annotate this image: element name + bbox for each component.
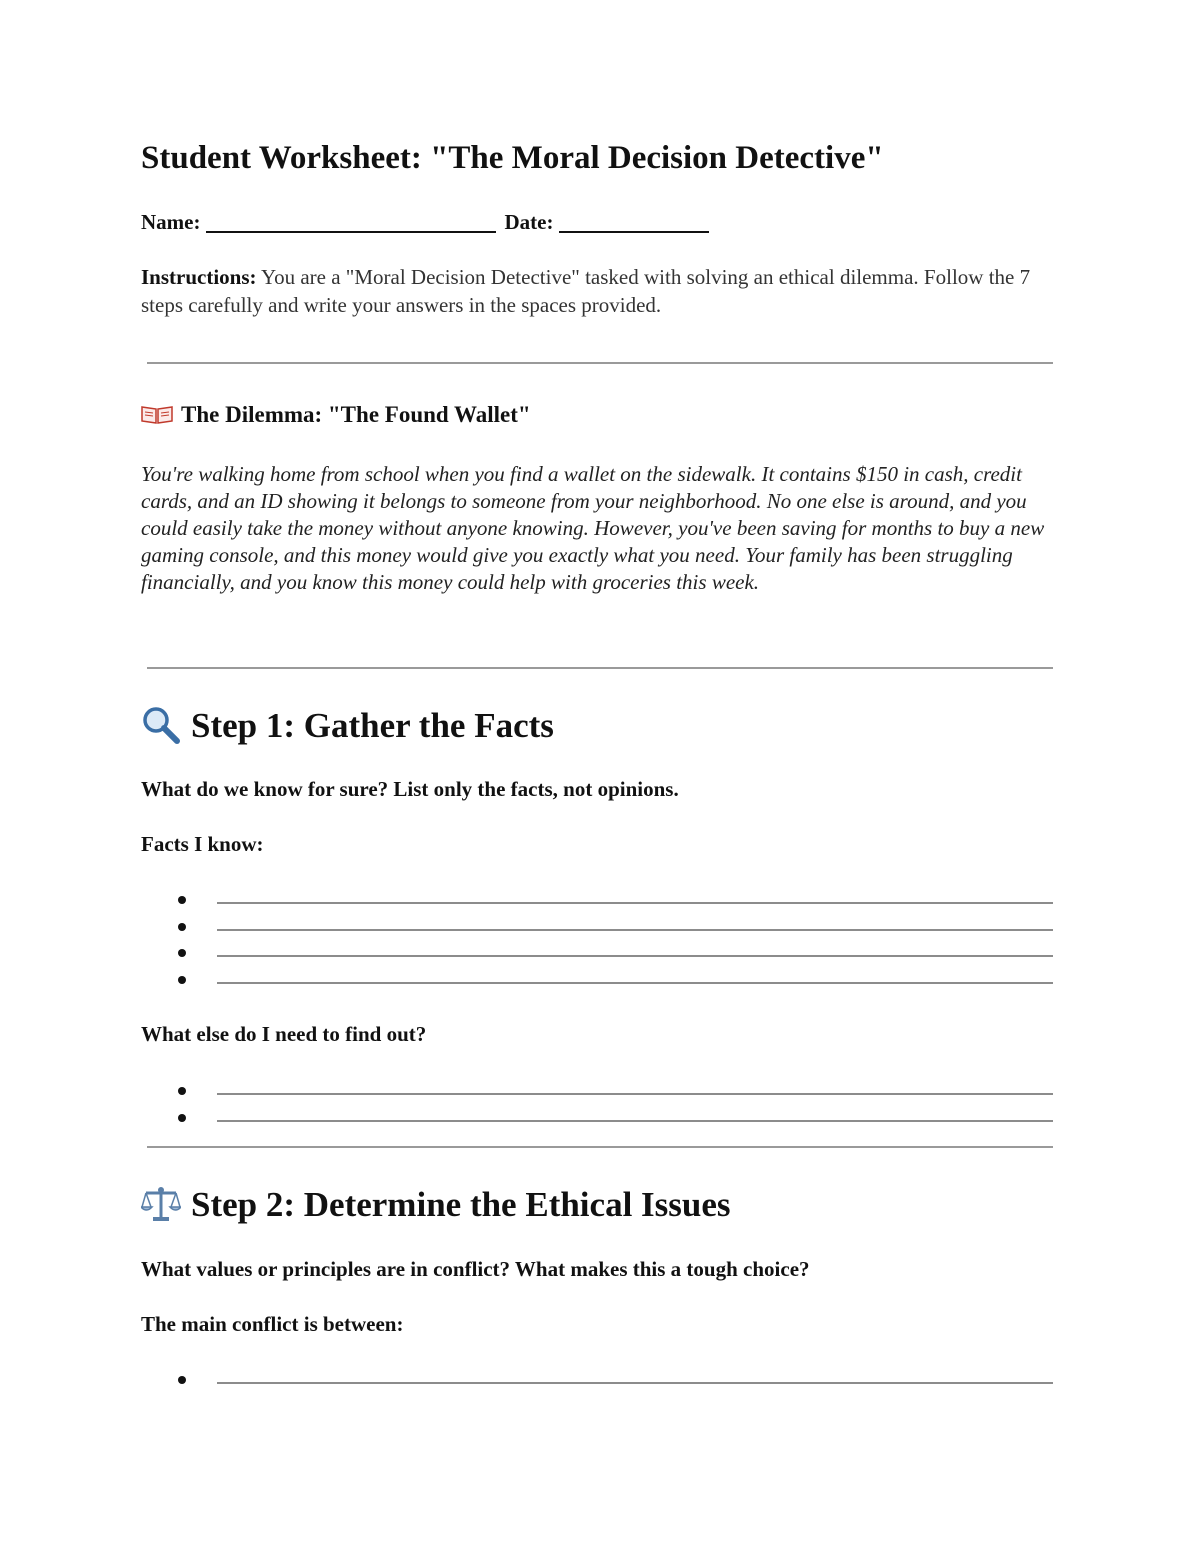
bullet [178, 976, 186, 984]
find-out-label: What else do I need to find out? [141, 1022, 427, 1046]
dilemma-title: The Dilemma: "The Found Wallet" [181, 402, 531, 427]
answer-line[interactable] [217, 1382, 1053, 1384]
name-label: Name: [141, 210, 201, 234]
page-title: Student Worksheet: "The Moral Decision Detective" [141, 140, 884, 176]
answer-line[interactable] [217, 902, 1053, 904]
list-item [141, 943, 1053, 970]
dilemma-text: You're walking home from school when you find a wallet on the sidewalk. It contains $150 in cash, credit cards, and an ID showing it belongs to someone from your neighborhood. No one else is around, and you could easily take the money without anyone knowing. However, you've been saving for months to buy a new gaming console, and this money would give you exactly what you need. Your family has been struggling financially, and you know this money could help with groceries this week. [141, 462, 1045, 594]
name-date-row [141, 210, 717, 235]
bullet [178, 1087, 186, 1095]
facts-list [141, 890, 1053, 996]
list-item [141, 970, 1053, 997]
conflict-label: The main conflict is between: [141, 1312, 404, 1336]
conflict-list [141, 1370, 1053, 1397]
magnifying-glass-icon [141, 706, 181, 744]
bullet [178, 1376, 186, 1384]
step2-title: Step 2: Determine the Ethical Issues [191, 1185, 731, 1224]
name-blank[interactable] [206, 231, 496, 233]
divider [147, 1146, 1053, 1148]
instructions-label: Instructions: [141, 265, 257, 289]
list-item [141, 890, 1053, 917]
divider [147, 362, 1053, 364]
date-label: Date: [504, 210, 554, 234]
date-blank[interactable] [559, 231, 709, 233]
bullet [178, 1114, 186, 1122]
step2-heading [141, 1185, 731, 1225]
bullet [178, 923, 186, 931]
divider [147, 667, 1053, 669]
bullet [178, 949, 186, 957]
instructions-text: You are a "Moral Decision Detective" tasked with solving an ethical dilemma. Follow the 7 steps carefully and write your answers in the spaces provided. [141, 265, 1031, 317]
bullet [178, 896, 186, 904]
balance-scale-icon [141, 1185, 181, 1223]
step2-question: What values or principles are in conflict? What makes this a tough choice? [141, 1257, 810, 1281]
answer-line[interactable] [217, 929, 1053, 931]
dilemma-heading [141, 402, 531, 428]
answer-line[interactable] [217, 982, 1053, 984]
answer-line[interactable] [217, 1093, 1053, 1095]
answer-line[interactable] [217, 1120, 1053, 1122]
step1-question: What do we know for sure? List only the facts, not opinions. [141, 777, 679, 801]
list-item [141, 1108, 1053, 1135]
answer-line[interactable] [217, 955, 1053, 957]
list-item [141, 917, 1053, 944]
find-out-list [141, 1081, 1053, 1134]
facts-label: Facts I know: [141, 832, 264, 856]
list-item [141, 1081, 1053, 1108]
step1-heading [141, 706, 554, 746]
open-book-icon [141, 404, 173, 424]
step1-title: Step 1: Gather the Facts [191, 706, 554, 745]
list-item [141, 1370, 1053, 1397]
instructions [141, 263, 1053, 319]
